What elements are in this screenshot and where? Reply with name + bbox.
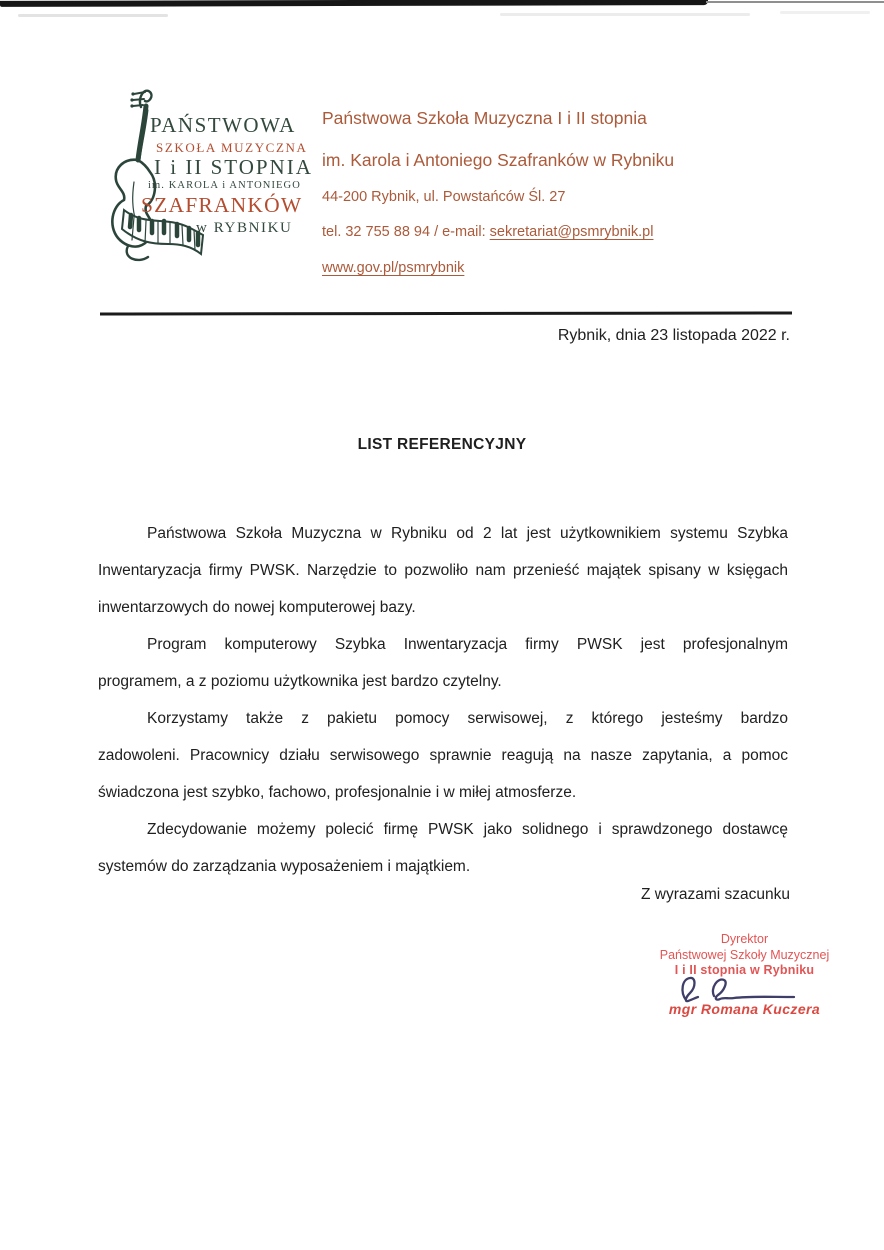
phone-email-line bbox=[322, 224, 653, 240]
phone-label: tel. 32 755 88 94 / e-mail: bbox=[322, 224, 490, 240]
logo-text-stopnia: I i II STOPNIA bbox=[154, 155, 313, 179]
school-logo bbox=[104, 84, 314, 274]
body-line: programem, a z poziomu użytkownika jest bardzo czytelny. bbox=[98, 673, 502, 690]
logo-text-rybnik: w RYBNIKU bbox=[196, 220, 293, 236]
handwritten-signature bbox=[668, 971, 803, 1011]
closing-salutation: Z wyrazami szacunku bbox=[640, 886, 790, 903]
email-link[interactable]: sekretariat@psmrybnik.pl bbox=[489, 224, 654, 240]
body-line: Państwowa Szkoła Muzyczna w Rybniku od 2 lat jest użytkownikiem systemu Szybka bbox=[147, 525, 788, 542]
school-name-line1: Państwowa Szkoła Muzyczna I i II stopnia bbox=[322, 108, 647, 128]
school-name-line2: im. Karola i Antoniego Szafranków w Rybniku bbox=[322, 150, 675, 170]
stamp-school-line: Państwowej Szkoły Muzycznej bbox=[659, 947, 830, 962]
paragraph-1 bbox=[98, 515, 788, 626]
stamp-title: Dyrektor bbox=[720, 932, 769, 946]
date-line: Rybnik, dnia 23 listopada 2022 r. bbox=[557, 327, 790, 344]
scan-smudge bbox=[500, 13, 750, 16]
body-line: Zdecydowanie możemy polecić firmę PWSK jako solidnego i sprawdzonego dostawcę bbox=[147, 821, 788, 838]
letter-body bbox=[98, 515, 788, 885]
body-line: zadowoleni. Pracownicy działu serwisowego sprawnie reagują na nasze zapytania, a pomoc bbox=[98, 747, 788, 764]
school-address: 44-200 Rybnik, ul. Powstańców Śl. 27 bbox=[322, 189, 566, 205]
paragraph-4 bbox=[98, 811, 788, 885]
stamp-city-line: I i II stopnia w Rybniku bbox=[674, 963, 815, 977]
website-link[interactable]: www.gov.pl/psmrybnik bbox=[322, 260, 465, 276]
body-line: Korzystamy także z pakietu pomocy serwisowej, z którego jesteśmy bardzo bbox=[147, 710, 788, 727]
director-stamp bbox=[642, 932, 847, 1017]
body-line: Inwentaryzacja firmy PWSK. Narzędzie to pozwoliło nam przenieść majątek spisany w księgach bbox=[98, 562, 788, 579]
logo-text-szafrankow: SZAFRANKÓW bbox=[141, 193, 303, 217]
body-line: systemów do zarządzania wyposażeniem i majątkiem. bbox=[98, 858, 471, 875]
logo-text-panstwowa: PAŃSTWOWA bbox=[150, 113, 296, 137]
paragraph-2 bbox=[98, 626, 788, 700]
scan-artifact-top-line bbox=[0, 0, 708, 7]
scan-artifact-top-tail bbox=[706, 1, 884, 3]
body-line: Program komputerowy Szybka Inwentaryzacja firmy PWSK jest profesjonalnym bbox=[147, 636, 788, 653]
signer-name: mgr Romana Kuczera bbox=[668, 1000, 821, 1017]
body-line: inwentarzowych do nowej komputerowej bazy. bbox=[98, 599, 416, 616]
header-divider-line bbox=[100, 312, 792, 316]
scan-smudge bbox=[18, 14, 168, 17]
scan-smudge bbox=[780, 11, 870, 14]
logo-text-szkola-muzyczna: SZKOŁA MUZYCZNA bbox=[156, 140, 308, 155]
document-title: LIST REFERENCYJNY bbox=[357, 436, 527, 453]
body-line: świadczona jest szybko, fachowo, profesjonalnie i w miłej atmosferze. bbox=[98, 784, 577, 801]
logo-text-patron: im. KAROLA i ANTONIEGO bbox=[148, 180, 301, 191]
paragraph-3 bbox=[98, 700, 788, 811]
